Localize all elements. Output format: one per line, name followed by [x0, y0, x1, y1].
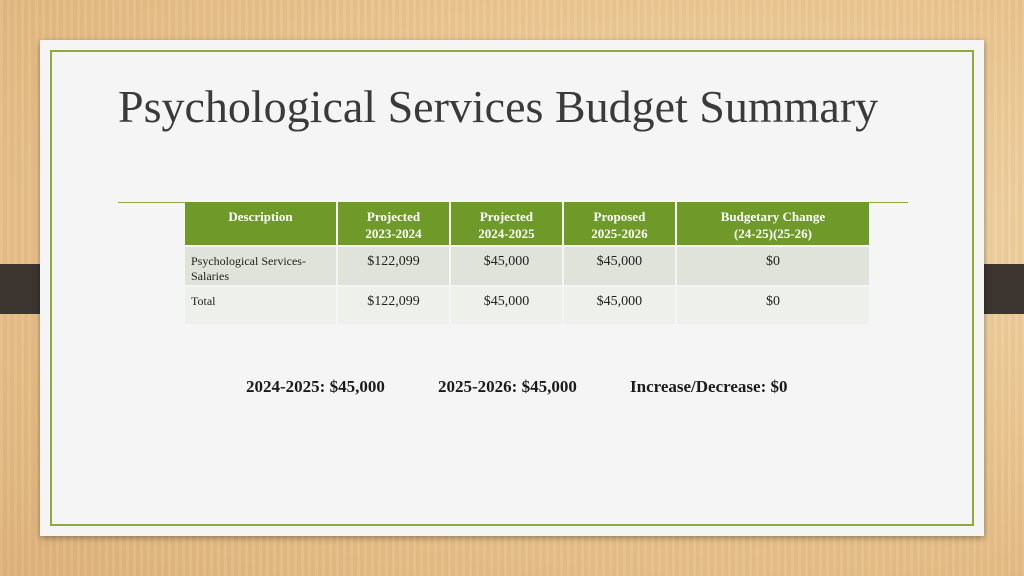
- cell-value: $45,000: [563, 286, 676, 324]
- row-description: Total: [185, 286, 337, 324]
- summary-2024-2025: 2024-2025: $45,000: [246, 377, 385, 396]
- summary-increase-decrease: Increase/Decrease: $0: [630, 377, 788, 396]
- row-description: Psychological Services- Salaries: [185, 246, 337, 286]
- table-row: [185, 246, 869, 286]
- column-header-proposed-2025-2026: Proposed 2025-2026: [563, 202, 676, 246]
- column-header-budgetary-change: Budgetary Change (24-25)(25-26): [676, 202, 869, 246]
- cell-value: $45,000: [563, 246, 676, 286]
- table-row: [185, 286, 869, 324]
- summary-2025-2026: 2025-2026: $45,000: [438, 377, 577, 396]
- cell-value: $122,099: [337, 246, 450, 286]
- cell-value: $45,000: [450, 246, 563, 286]
- column-header-projected-2024-2025: Projected 2024-2025: [450, 202, 563, 246]
- title-rule-left: [118, 202, 186, 203]
- slide: [40, 40, 984, 536]
- cell-value: $122,099: [337, 286, 450, 324]
- cell-value: $45,000: [450, 286, 563, 324]
- column-header-description: Description: [185, 202, 337, 246]
- title-rule-right: [866, 202, 908, 203]
- cell-value: $0: [676, 286, 869, 324]
- slide-title: Psychological Services Budget Summary: [118, 81, 879, 132]
- budget-table: [185, 202, 869, 324]
- column-header-projected-2023-2024: Projected 2023-2024: [337, 202, 450, 246]
- table-header-row: [185, 202, 869, 246]
- cell-value: $0: [676, 246, 869, 286]
